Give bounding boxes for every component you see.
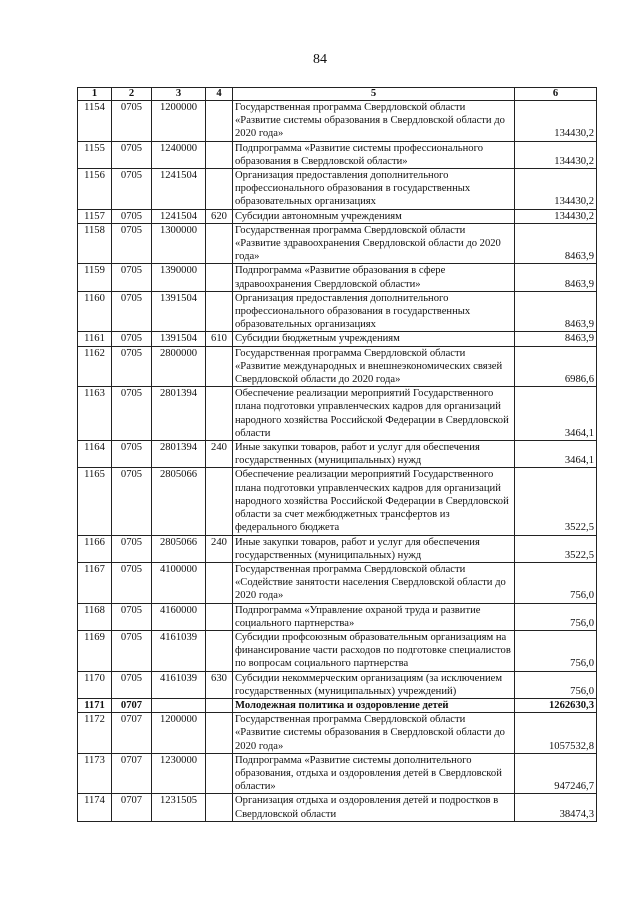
amount-cell: 3522,5: [515, 468, 597, 535]
expense-type-cell: 240: [206, 535, 233, 562]
article-code-cell: 4161039: [152, 630, 206, 671]
article-code-cell: 2800000: [152, 346, 206, 387]
header-col-1: 1: [78, 88, 112, 101]
article-code-cell: 1200000: [152, 101, 206, 142]
section-code-cell: 0705: [112, 671, 152, 698]
expense-type-cell: [206, 387, 233, 441]
section-code-cell: 0707: [112, 753, 152, 794]
row-number-cell: 1162: [78, 346, 112, 387]
row-number-cell: 1161: [78, 332, 112, 346]
amount-cell: 756,0: [515, 603, 597, 630]
row-number-cell: 1154: [78, 101, 112, 142]
article-code-cell: 2801394: [152, 387, 206, 441]
row-number-cell: 1170: [78, 671, 112, 698]
item-name-cell: Иные закупки товаров, работ и услуг для обеспечения государственных (муниципальных) нужд: [233, 535, 515, 562]
article-code-cell: 1200000: [152, 713, 206, 754]
amount-cell: 38474,3: [515, 794, 597, 821]
table-row: [78, 441, 597, 468]
item-name-cell: Иные закупки товаров, работ и услуг для обеспечения государственных (муниципальных) нужд: [233, 441, 515, 468]
table-row: [78, 535, 597, 562]
section-code-cell: 0705: [112, 630, 152, 671]
item-name-cell: Организация предоставления дополнительного профессионального образования в государственных образовательных организациях: [233, 291, 515, 332]
section-code-cell: 0705: [112, 291, 152, 332]
table-row: [78, 630, 597, 671]
table-row: [78, 753, 597, 794]
expense-type-cell: [206, 630, 233, 671]
amount-cell: 8463,9: [515, 291, 597, 332]
article-code-cell: 1300000: [152, 223, 206, 264]
table-row: [78, 713, 597, 754]
amount-cell: 8463,9: [515, 264, 597, 291]
row-number-cell: 1166: [78, 535, 112, 562]
item-name-cell: Государственная программа Свердловской области «Содействие занятости населения Свердловской области до 2020 года»: [233, 562, 515, 603]
expense-type-cell: [206, 101, 233, 142]
row-number-cell: 1155: [78, 141, 112, 168]
amount-cell: 6986,6: [515, 346, 597, 387]
article-code-cell: 2801394: [152, 441, 206, 468]
expense-type-cell: [206, 603, 233, 630]
amount-cell: 8463,9: [515, 223, 597, 264]
row-number-cell: 1163: [78, 387, 112, 441]
amount-cell: 134430,2: [515, 169, 597, 210]
item-name-cell: Подпрограмма «Развитие системы дополнительного образования, отдыха и оздоровления детей в Свердловской области»: [233, 753, 515, 794]
amount-cell: 756,0: [515, 630, 597, 671]
section-code-cell: 0705: [112, 223, 152, 264]
table-row: [78, 332, 597, 346]
amount-cell: 756,0: [515, 562, 597, 603]
item-name-cell: Обеспечение реализации мероприятий Государственного плана подготовки управленческих кадров для организаций народного хозяйства Российской Федерации в Свердловской области: [233, 387, 515, 441]
expense-type-cell: 620: [206, 209, 233, 223]
amount-cell: 134430,2: [515, 101, 597, 142]
expense-type-cell: 610: [206, 332, 233, 346]
header-col-3: 3: [152, 88, 206, 101]
page-number: 84: [313, 52, 327, 67]
article-code-cell: 1391504: [152, 332, 206, 346]
amount-cell: 947246,7: [515, 753, 597, 794]
item-name-cell: Организация отдыха и оздоровления детей и подростков в Свердловской области: [233, 794, 515, 821]
expense-type-cell: [206, 169, 233, 210]
expense-type-cell: [206, 713, 233, 754]
article-code-cell: 1241504: [152, 169, 206, 210]
article-code-cell: 4100000: [152, 562, 206, 603]
section-code-cell: 0705: [112, 603, 152, 630]
item-name-cell: Подпрограмма «Развитие системы профессионального образования в Свердловской области»: [233, 141, 515, 168]
item-name-cell: Государственная программа Свердловской области «Развитие международных и внешнеэкономических связей Свердловской области до 2020 года»: [233, 346, 515, 387]
header-col-2: 2: [112, 88, 152, 101]
table-row: [78, 698, 597, 712]
article-code-cell: 4161039: [152, 671, 206, 698]
section-code-cell: 0707: [112, 794, 152, 821]
expense-type-cell: 630: [206, 671, 233, 698]
item-name-cell: Субсидии автономным учреждениям: [233, 209, 515, 223]
article-code-cell: 1390000: [152, 264, 206, 291]
row-number-cell: 1168: [78, 603, 112, 630]
expense-type-cell: [206, 794, 233, 821]
item-name-cell: Молодежная политика и оздоровление детей: [233, 698, 515, 712]
item-name-cell: Государственная программа Свердловской области «Развитие здравоохранения Свердловской области до 2020 года»: [233, 223, 515, 264]
article-code-cell: 1230000: [152, 753, 206, 794]
table-row: [78, 264, 597, 291]
row-number-cell: 1171: [78, 698, 112, 712]
section-code-cell: 0705: [112, 535, 152, 562]
amount-cell: 756,0: [515, 671, 597, 698]
row-number-cell: 1172: [78, 713, 112, 754]
table-row: [78, 603, 597, 630]
row-number-cell: 1174: [78, 794, 112, 821]
item-name-cell: Организация предоставления дополнительного профессионального образования в государственных образовательных организациях: [233, 169, 515, 210]
row-number-cell: 1158: [78, 223, 112, 264]
expense-type-cell: [206, 468, 233, 535]
section-code-cell: 0705: [112, 468, 152, 535]
amount-cell: 134430,2: [515, 141, 597, 168]
expense-type-cell: [206, 753, 233, 794]
item-name-cell: Подпрограмма «Управление охраной труда и развитие социального партнерства»: [233, 603, 515, 630]
amount-cell: 3464,1: [515, 441, 597, 468]
item-name-cell: Субсидии некоммерческим организациям (за исключением государственных (муниципальных) учреждений): [233, 671, 515, 698]
section-code-cell: 0705: [112, 141, 152, 168]
row-number-cell: 1167: [78, 562, 112, 603]
article-code-cell: 2805066: [152, 535, 206, 562]
row-number-cell: 1164: [78, 441, 112, 468]
table-row: [78, 291, 597, 332]
article-code-cell: 1241504: [152, 209, 206, 223]
amount-cell: 1262630,3: [515, 698, 597, 712]
item-name-cell: Государственная программа Свердловской области «Развитие системы образования в Свердловской области до 2020 года»: [233, 713, 515, 754]
header-col-5: 5: [233, 88, 515, 101]
article-code-cell: 1231505: [152, 794, 206, 821]
expense-type-cell: [206, 141, 233, 168]
table-row: [78, 141, 597, 168]
header-col-4: 4: [206, 88, 233, 101]
table-row: [78, 468, 597, 535]
amount-cell: 3464,1: [515, 387, 597, 441]
table-header-row: [78, 88, 597, 101]
article-code-cell: 1240000: [152, 141, 206, 168]
row-number-cell: 1157: [78, 209, 112, 223]
amount-cell: 8463,9: [515, 332, 597, 346]
table-row: [78, 671, 597, 698]
section-code-cell: 0705: [112, 441, 152, 468]
section-code-cell: 0705: [112, 264, 152, 291]
item-name-cell: Субсидии бюджетным учреждениям: [233, 332, 515, 346]
row-number-cell: 1159: [78, 264, 112, 291]
section-code-cell: 0707: [112, 698, 152, 712]
section-code-cell: 0705: [112, 101, 152, 142]
article-code-cell: [152, 698, 206, 712]
table-row: [78, 794, 597, 821]
row-number-cell: 1160: [78, 291, 112, 332]
header-col-6: 6: [515, 88, 597, 101]
section-code-cell: 0705: [112, 387, 152, 441]
table-row: [78, 169, 597, 210]
table-row: [78, 346, 597, 387]
section-code-cell: 0705: [112, 209, 152, 223]
section-code-cell: 0705: [112, 346, 152, 387]
expense-type-cell: [206, 346, 233, 387]
item-name-cell: Подпрограмма «Развитие образования в сфере здравоохранения Свердловской области»: [233, 264, 515, 291]
amount-cell: 3522,5: [515, 535, 597, 562]
item-name-cell: Государственная программа Свердловской области «Развитие системы образования в Свердловской области до 2020 года»: [233, 101, 515, 142]
table-row: [78, 101, 597, 142]
amount-cell: 1057532,8: [515, 713, 597, 754]
row-number-cell: 1165: [78, 468, 112, 535]
table-row: [78, 209, 597, 223]
article-code-cell: 1391504: [152, 291, 206, 332]
article-code-cell: 4160000: [152, 603, 206, 630]
table-row: [78, 223, 597, 264]
row-number-cell: 1156: [78, 169, 112, 210]
expense-type-cell: [206, 698, 233, 712]
row-number-cell: 1173: [78, 753, 112, 794]
section-code-cell: 0705: [112, 332, 152, 346]
expense-type-cell: [206, 562, 233, 603]
expense-type-cell: [206, 223, 233, 264]
table-row: [78, 562, 597, 603]
table-row: [78, 387, 597, 441]
amount-cell: 134430,2: [515, 209, 597, 223]
row-number-cell: 1169: [78, 630, 112, 671]
item-name-cell: Субсидии профсоюзным образовательным организациям на финансирование части расходов по подготовке специалистов по вопросам социального партнерства: [233, 630, 515, 671]
expense-type-cell: 240: [206, 441, 233, 468]
item-name-cell: Обеспечение реализации мероприятий Государственного плана подготовки управленческих кадров для организаций народного хозяйства Российской Федерации в Свердловской области за счет межбюджетных трансфертов из федерального бюджета: [233, 468, 515, 535]
expense-type-cell: [206, 264, 233, 291]
section-code-cell: 0705: [112, 169, 152, 210]
budget-table: [77, 87, 597, 822]
article-code-cell: 2805066: [152, 468, 206, 535]
expense-type-cell: [206, 291, 233, 332]
section-code-cell: 0705: [112, 562, 152, 603]
section-code-cell: 0707: [112, 713, 152, 754]
